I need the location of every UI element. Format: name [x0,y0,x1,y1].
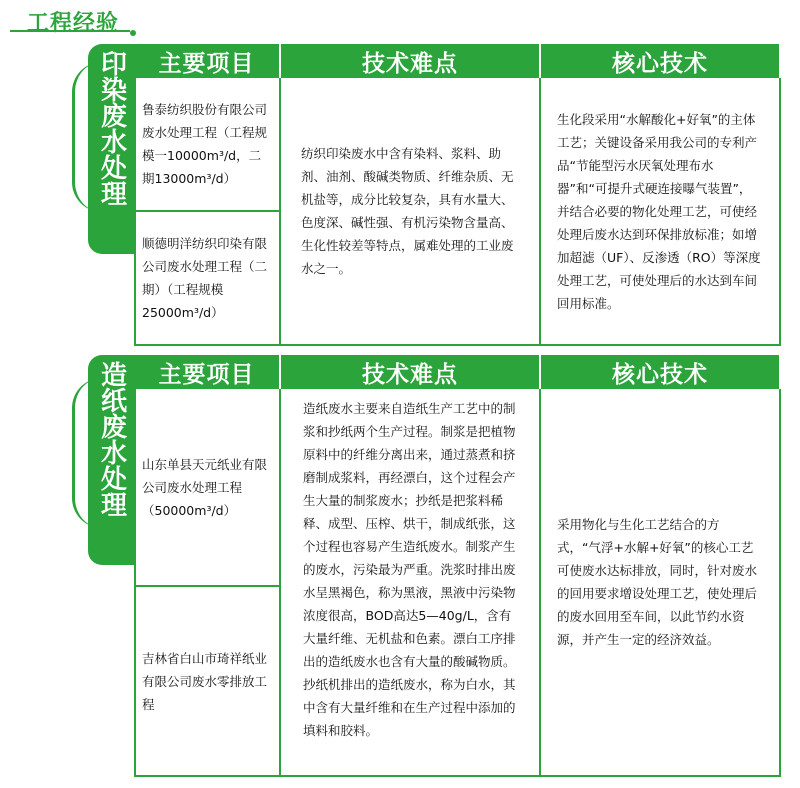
header-projects: 主要项目 [134,355,281,391]
section-table [134,355,781,777]
project-text: 顺德明洋纺织印染有限公司废水处理工程（二期）（工程规模25000m³/d） [142,236,268,320]
header-core-tech: 核心技术 [541,44,781,80]
project-cell [134,389,281,587]
project-cell [134,212,281,346]
project-cell [134,587,281,777]
header-projects: 主要项目 [134,44,281,80]
difficulty-cell [281,78,541,346]
project-cell [134,78,281,212]
title-rule [10,30,130,32]
difficulty-text: 纺织印染废水中含有染料、浆料、助剂、油剂、酸碱类物质、纤维杂质、无机盐等，成分比较复杂，具有水量大、色度深、碱性强、有机污染物含量高、生化性较差等特点，属难处理的工业废水之一。 [301,146,514,276]
header-difficulty: 技术难点 [281,355,541,391]
difficulty-cell [281,389,541,777]
section-side-label-text: 造纸废水处理 [96,361,127,517]
section-side-label [88,355,134,565]
core-tech-cell [541,389,781,777]
header-core-tech: 核心技术 [541,355,781,391]
project-text: 山东单县天元纸业有限公司废水处理工程（50000m³/d） [142,456,268,518]
core-tech-text: 生化段采用“水解酸化+好氧”的主体工艺；关键设备采用我公司的专利产品“节能型污水厌氧处理布水器”和“可提升式硬连接曝气装置”，并结合必要的物化处理工艺，可使经处理后废水达到环保排放标准；如增加超滤（UF）、反渗透（RO）等深度处理工艺，可使处理后的水达到车间回用标准。 [557,111,761,311]
project-text: 鲁泰纺织股份有限公司废水处理工程（工程规模一10000m³/d，二期13000m³/d） [142,102,268,186]
section-table [134,44,781,346]
core-tech-cell [541,78,781,346]
header-difficulty: 技术难点 [281,44,541,80]
page-title: 工程经验 [27,11,120,36]
core-tech-text: 采用物化与生化工艺结合的方式，“气浮+水解+好氧”的核心工艺可使废水达标排放，同时，针对废水的回用要求增设处理工艺，使处理后的废水回用至车间，以此节约水资源，并产生一定的经济效益。 [557,517,758,647]
section-side-label-text: 印染废水处理 [96,50,127,206]
project-text: 吉林省白山市琦祥纸业有限公司废水零排放工程 [142,650,268,712]
section-side-label [88,44,134,254]
difficulty-text: 造纸废水主要来自造纸生产工艺中的制浆和抄纸两个生产过程。制浆是把植物原料中的纤维分离出来，通过蒸煮和挤磨制成浆料，再经漂白，这个过程会产生大量的制浆废水；抄纸是把浆料稀释、成型、压榨、烘干，制成纸张，这个过程也容易产生造纸废水。制浆产生的废水，污染最为严重。洗浆时排出废水呈黑褐色，称为黑液，黑液中污染物浓度很高，BOD高达5—40g/L，含有大量纤维、无机盐和色素。漂白工序排出的造纸废水也含有大量的酸碱物质。抄纸机排出的造纸废水，称为白水，其中含有大量纤维和在生产过程中添加的填料和胶料。 [303,401,516,738]
